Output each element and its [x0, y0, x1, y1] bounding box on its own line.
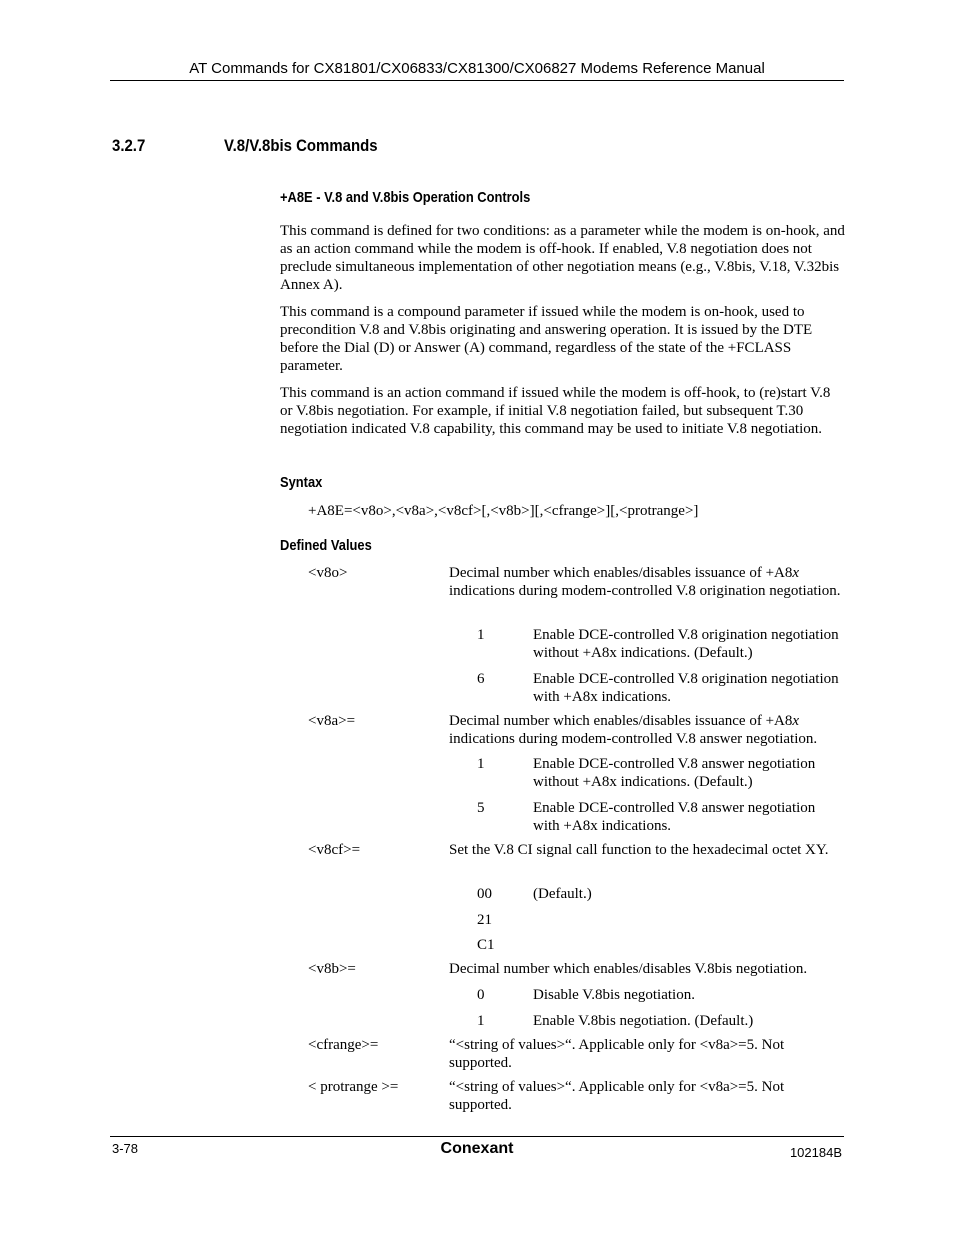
command-title: +A8E - V.8 and V.8bis Operation Controls — [280, 189, 531, 206]
paragraph-1: This command is defined for two conditions: as a parameter while the modem is on-hook, and as an action command while the modem is off-hook. If enabled, V.8 negotiation does not preclude simultaneous implementation of other negotiation means (e.g., V.8bis, V.18, V.32bis Annex A). — [280, 223, 845, 293]
param-desc-v8b: Decimal number which enables/disables V.8bis negotiation. — [449, 961, 808, 977]
option-desc: Enable DCE-controlled V.8 answer negotiation without +A8x indications. (Default.) — [533, 756, 816, 790]
option-desc: Disable V.8bis negotiation. — [533, 987, 695, 1003]
param-desc-v8cf: Set the V.8 CI signal call function to the hexadecimal octet XY. — [449, 842, 829, 858]
running-header: AT Commands for CX81801/CX06833/CX81300/CX06827 Modems Reference Manual — [189, 60, 765, 77]
syntax-heading: Syntax — [280, 474, 323, 491]
defined-values-heading: Defined Values — [280, 537, 372, 554]
option-desc: Enable V.8bis negotiation. (Default.) — [533, 1013, 754, 1029]
option-value: 00 — [477, 886, 492, 902]
syntax-line: +A8E=<v8o>,<v8a>,<v8cf>[,<v8b>][,<cfrange>][,<protrange>] — [308, 503, 699, 519]
paragraph-3: This command is an action command if issued while the modem is off-hook, to (re)start V.8 or V.8bis negotiation. For example, if initial V.8 negotiation failed, but subsequent T.30 negotiation indicated V.8 capability, this command may be used to initiate V.8 negotiation. — [280, 385, 831, 437]
option-desc: Enable DCE-controlled V.8 origination negotiation without +A8x indications. (Default.) — [533, 627, 839, 661]
option-value: 21 — [477, 912, 492, 928]
footer-rule — [110, 1136, 844, 1137]
param-desc-cfrange: “<string of values>“. Applicable only for <v8a>=5. Not supported. — [449, 1037, 785, 1071]
document-number: 102184B — [789, 1145, 842, 1160]
option-desc: Enable DCE-controlled V.8 origination negotiation with +A8x indications. — [533, 671, 839, 705]
param-name-cfrange: <cfrange>= — [308, 1037, 379, 1053]
param-desc-v8a: Decimal number which enables/disables issuance of +A8x indications during modem-controlled V.8 answer negotiation. — [449, 713, 818, 747]
option-desc: (Default.) — [533, 886, 592, 902]
option-value: 5 — [477, 800, 485, 816]
param-name-v8cf: <v8cf>= — [308, 842, 361, 858]
company-name: Conexant — [440, 1140, 514, 1157]
option-value: 0 — [477, 987, 485, 1003]
option-value: 1 — [477, 1013, 485, 1029]
param-desc-v8o: Decimal number which enables/disables issuance of +A8x indications during modem-controlled V.8 origination negotiation. — [449, 565, 841, 599]
param-name-v8a: <v8a>= — [308, 713, 356, 729]
section-number: 3.2.7 — [112, 136, 146, 155]
option-value: C1 — [477, 937, 495, 953]
param-name-v8b: <v8b>= — [308, 961, 356, 977]
param-name-protrange: < protrange >= — [308, 1079, 399, 1095]
param-name-v8o: <v8o> — [308, 565, 348, 581]
header-rule — [110, 80, 844, 81]
option-value: 6 — [477, 671, 485, 687]
option-value: 1 — [477, 627, 485, 643]
option-value: 1 — [477, 756, 485, 772]
paragraph-2: This command is a compound parameter if issued while the modem is on-hook, used to precondition V.8 and V.8bis originating and answering operation. It is issued by the DTE before the Dial (D) or Answer (A) command, regardless of the state of the +FCLASS parameter. — [280, 304, 813, 374]
option-desc: Enable DCE-controlled V.8 answer negotiation with +A8x indications. — [533, 800, 816, 834]
section-title: V.8/V.8bis Commands — [224, 136, 378, 155]
param-desc-protrange: “<string of values>“. Applicable only for <v8a>=5. Not supported. — [449, 1079, 785, 1113]
page-number: 3-78 — [112, 1141, 139, 1156]
